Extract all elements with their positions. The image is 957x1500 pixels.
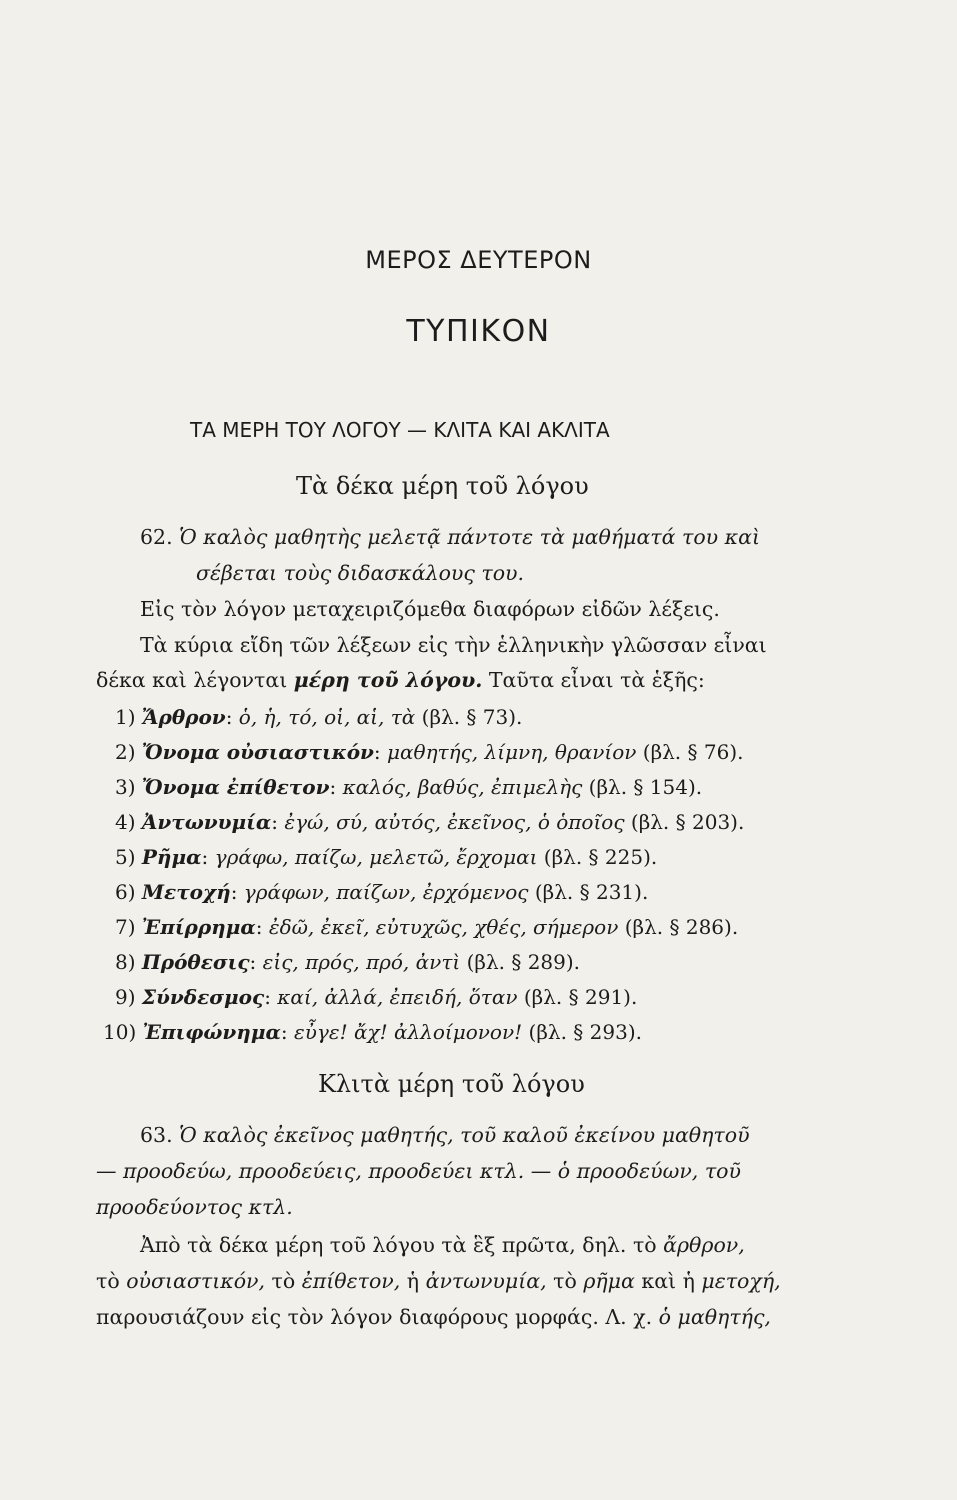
paragraph-62-line-2: σέβεται τοὺς διδασκάλους του. (196, 561, 525, 585)
item-term: Ὄνομα οὐσιαστικόν (141, 740, 374, 764)
paragraph-63-line-5 (96, 1266, 781, 1296)
item-number: 4) (115, 810, 136, 834)
separator: : (264, 985, 278, 1009)
example-sentence: Ὁ καλὸς ἐκεῖνος μαθητής, (179, 1123, 454, 1147)
item-number: 7) (115, 915, 136, 939)
paragraph-63-line-4 (140, 1230, 745, 1260)
item-reference: (βλ. § 76). (642, 740, 744, 764)
item-number: 5) (115, 845, 136, 869)
term: ὁ μαθητής, (658, 1305, 771, 1329)
item-term: Ἐπιφώνημα (142, 1020, 281, 1044)
text-segment: παρουσιάζουν εἰς τὸν λόγον διαφόρους μορφάς. Λ. χ. (96, 1305, 659, 1329)
paragraph-63-line-3: προοδεύοντος κτλ. (96, 1195, 293, 1219)
item-reference: (βλ. § 293). (528, 1020, 642, 1044)
item-reference: (βλ. § 73). (421, 705, 523, 729)
item-number: 9) (115, 985, 136, 1009)
example-sentence: τοῦ καλοῦ ἐκείνου μαθητοῦ (453, 1123, 750, 1147)
item-examples: γράφω, παίζω, μελετῶ, ἔρχομαι (214, 845, 538, 869)
list-item (115, 912, 738, 942)
item-number: 10) (103, 1020, 137, 1044)
text-segment: τὸ (546, 1269, 584, 1293)
list-item (115, 982, 637, 1012)
paragraph-number: 63. (140, 1123, 173, 1147)
separator: : (225, 705, 239, 729)
list-item (115, 842, 657, 872)
text-segment: καὶ ἡ (634, 1269, 702, 1293)
list-item (115, 737, 744, 767)
section-title: ΤΥΠΙΚΟΝ (406, 314, 551, 349)
item-number: 8) (115, 950, 136, 974)
paragraph-63-line-6 (96, 1302, 771, 1332)
separator: : (249, 950, 263, 974)
term: ἄρθρον, (663, 1233, 745, 1257)
item-reference: (βλ. § 225). (543, 845, 658, 869)
heading-inflected-parts: Κλιτὰ μέρη τοῦ λόγου (318, 1070, 585, 1098)
term: ἀντωνυμία, (425, 1269, 547, 1293)
item-number: 1) (115, 705, 136, 729)
separator: : (230, 880, 244, 904)
item-reference: (βλ. § 289). (466, 950, 581, 974)
chapter-title: ΤΑ ΜΕΡΗ ΤΟΥ ΛΟΓΟΥ — ΚΛΙΤΑ ΚΑΙ ΑΚΛΙΤΑ (190, 418, 610, 442)
item-reference: (βλ. § 154). (588, 775, 703, 799)
item-number: 3) (115, 775, 136, 799)
text-segment: Ταῦτα εἶναι τὰ ἑξῆς: (482, 668, 705, 692)
term: οὐσιαστικόν, (126, 1269, 266, 1293)
paragraph-62-line-1 (140, 522, 760, 552)
item-examples: εἰς, πρός, πρό, ἀντὶ (262, 950, 461, 974)
text-segment: δέκα καὶ λέγονται (96, 668, 294, 692)
item-examples: ἐδῶ, ἐκεῖ, εὐτυχῶς, χθές, σήμερον (268, 915, 619, 939)
item-reference: (βλ. § 203). (630, 810, 745, 834)
item-term: Ἄρθρον (141, 705, 226, 729)
list-item (115, 947, 580, 977)
part-title: ΜΕΡΟΣ ΔΕΥΤΕΡΟΝ (365, 246, 592, 274)
paragraph-63-line-2: — προοδεύω, προοδεύεις, προοδεύει κτλ. — ὁ προοδεύων, τοῦ (96, 1159, 741, 1183)
paragraph-63-line-1 (140, 1120, 750, 1150)
term: ρῆμα (583, 1269, 635, 1293)
item-examples: μαθητής, λίμνη, θρανίον (387, 740, 637, 764)
list-item (115, 807, 744, 837)
separator: : (280, 1020, 294, 1044)
item-term: Μετοχή (141, 880, 231, 904)
list-item (115, 772, 702, 802)
item-term: Ρῆμα (141, 845, 202, 869)
separator: : (373, 740, 388, 764)
heading-ten-parts: Τὰ δέκα μέρη τοῦ λόγου (296, 472, 589, 500)
text-segment: τὸ (96, 1269, 127, 1293)
list-item (115, 702, 522, 732)
item-term: Σύνδεσμος (141, 985, 265, 1009)
term: ἐπίθετον, (301, 1269, 401, 1293)
separator: : (271, 810, 285, 834)
list-item (115, 877, 648, 907)
item-reference: (βλ. § 291). (523, 985, 638, 1009)
list-item (103, 1017, 642, 1047)
item-reference: (βλ. § 231). (534, 880, 649, 904)
item-examples: εὖγε! ἄχ! ἀλλοίμονον! (294, 1020, 523, 1044)
paragraph-number: 62. (140, 525, 173, 549)
item-examples: ὁ, ἡ, τό, οἱ, αἱ, τὰ (238, 705, 416, 729)
example-sentence: Ὁ καλὸς μαθητὴς μελετᾷ πάντοτε τὰ μαθήματά του καὶ (179, 525, 760, 549)
item-examples: καί, ἀλλά, ἐπειδή, ὅταν (277, 985, 518, 1009)
item-number: 6) (115, 880, 136, 904)
separator: : (201, 845, 215, 869)
item-examples: γράφων, παίζων, ἐρχόμενος (243, 880, 529, 904)
paragraph-62-line-5 (96, 665, 705, 695)
item-examples: ἐγώ, σύ, αὐτός, ἐκεῖνος, ὁ ὁποῖος (284, 810, 625, 834)
item-term: Ἐπίρρημα (141, 915, 256, 939)
item-reference: (βλ. § 286). (624, 915, 739, 939)
text-segment: τὸ (265, 1269, 302, 1293)
text-segment: Ἀπὸ τὰ δέκα μέρη τοῦ λόγου τὰ ἓξ πρῶτα, δηλ. τὸ (140, 1233, 664, 1257)
item-term: Ὄνομα ἐπίθετον (141, 775, 330, 799)
item-term: Πρόθεσις (141, 950, 250, 974)
item-term: Ἀντωνυμία (141, 810, 272, 834)
separator: : (329, 775, 343, 799)
item-number: 2) (115, 740, 136, 764)
separator: : (255, 915, 269, 939)
term-parts-of-speech: μέρη τοῦ λόγου. (293, 668, 483, 692)
paragraph-62-line-4: Τὰ κύρια εἴδη τῶν λέξεων εἰς τὴν ἑλληνικὴν γλῶσσαν εἶναι (140, 633, 767, 657)
text-segment: ἡ (400, 1269, 426, 1293)
item-examples: καλός, βαθύς, ἐπιμελὴς (342, 775, 583, 799)
paragraph-62-line-3: Εἰς τὸν λόγον μεταχειριζόμεθα διαφόρων εἰδῶν λέξεις. (140, 597, 720, 621)
term: μετοχή, (701, 1269, 781, 1293)
